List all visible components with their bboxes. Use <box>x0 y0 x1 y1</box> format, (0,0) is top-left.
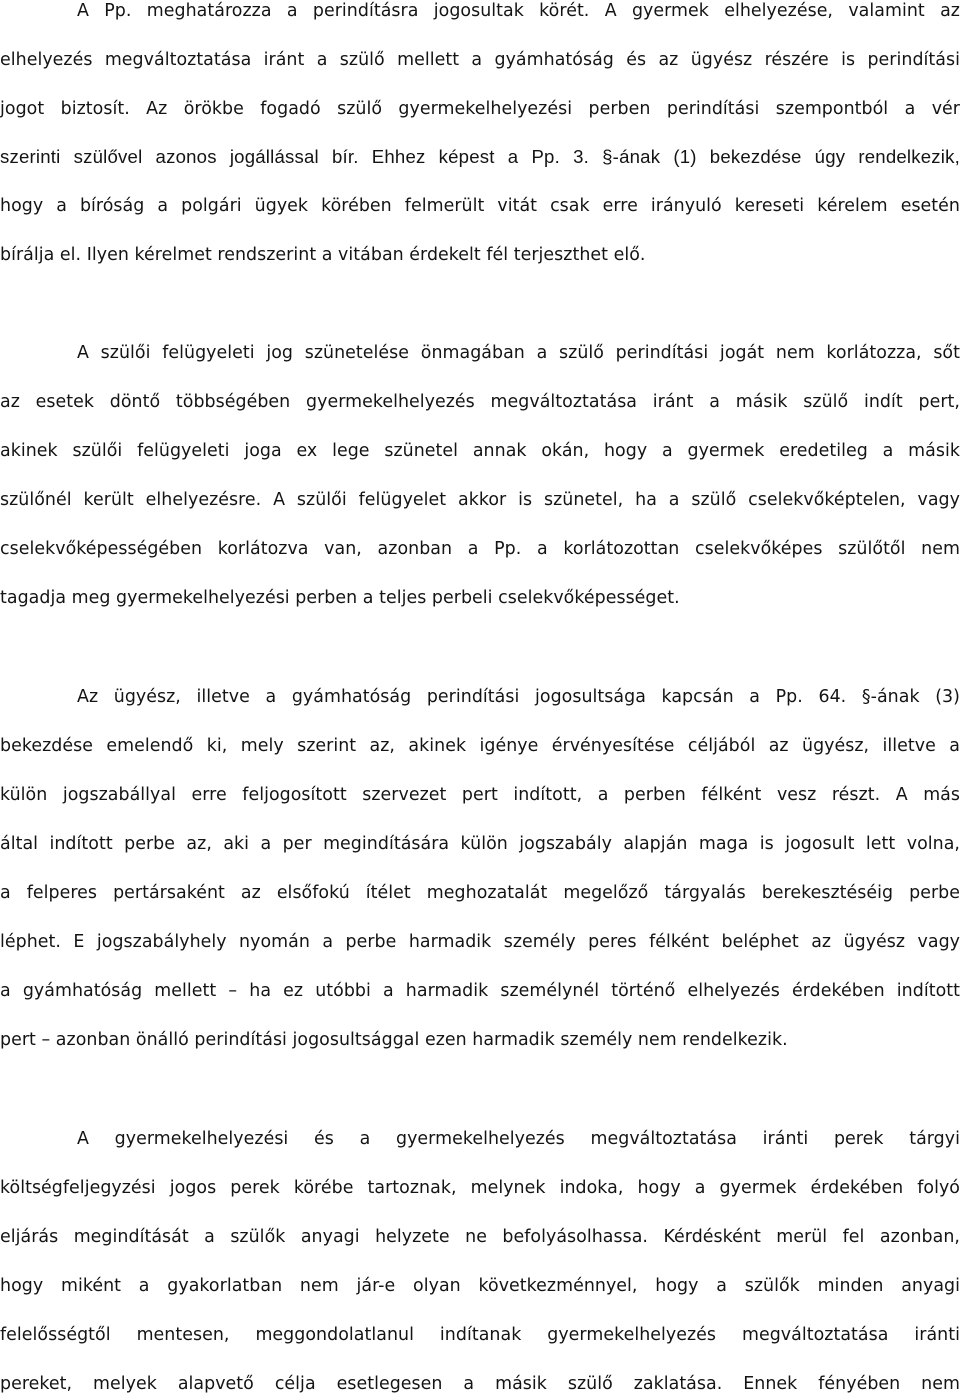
paragraph-4-line-6: pereket, melyek alapvető célja esetlegesen a másik szülő zaklatása. Ennek fényében nem <box>0 1374 960 1394</box>
paragraph-1-line-3: jogot biztosít. Az örökbe fogadó szülő gyermekelhelyezési perben perindítási szempontból a vér <box>0 99 960 119</box>
paragraph-2-line-1: A szülői felügyeleti jog szünetelése önmagában a szülő perindítási jogát nem korlátozza, sőt <box>77 343 960 363</box>
paragraph-2-line-3: akinek szülői felügyeleti joga ex lege szünetel annak okán, hogy a gyermek eredetileg a másik <box>0 441 960 461</box>
paragraph-1-line-6: bírálja el. Ilyen kérelmet rendszerint a vitában érdekelt fél terjeszthet elő. <box>0 245 646 265</box>
paragraph-1-line-2: elhelyezés megváltoztatása iránt a szülő mellett a gyámhatóság és az ügyész részére is perindítási <box>0 50 960 70</box>
paragraph-1-line-4: szerinti szülővel azonos jogállással bír. Ehhez képest a Pp. 3. §-ának (1) bekezdése úgy rendelkezik, <box>0 146 960 167</box>
paragraph-4-line-1: A gyermekelhelyezési és a gyermekelhelyezés megváltoztatása iránti perek tárgyi <box>77 1129 960 1149</box>
paragraph-2-line-5: cselekvőképességében korlátozva van, azonban a Pp. a korlátozottan cselekvőképes szülőtől nem <box>0 539 960 559</box>
paragraph-1-line-5: hogy a bíróság a polgári ügyek körében felmerült vitát csak erre irányuló kereseti kérelem esetén <box>0 196 960 216</box>
paragraph-3-line-3: külön jogszabállyal erre feljogosított szervezet pert indított, a perben félként vesz részt. A más <box>0 785 960 805</box>
paragraph-4-line-3: eljárás megindítását a szülők anyagi helyzete ne befolyásolhassa. Kérdésként merül fel azonban, <box>0 1227 960 1247</box>
paragraph-3-line-1: Az ügyész, illetve a gyámhatóság perindítási jogosultsága kapcsán a Pp. 64. §-ának (3) <box>77 687 960 707</box>
paragraph-3-line-7: a gyámhatóság mellett – ha ez utóbbi a harmadik személynél történő elhelyezés érdekében indított <box>0 981 960 1001</box>
paragraph-3-line-5: a felperes pertársaként az elsőfokú ítélet meghozatalát megelőző tárgyalás berekesztéséig perbe <box>0 883 960 903</box>
paragraph-4-line-4: hogy miként a gyakorlatban nem jár-e olyan következménnyel, hogy a szülők minden anyagi <box>0 1276 960 1296</box>
paragraph-2-line-6: tagadja meg gyermekelhelyezési perben a teljes perbeli cselekvőképességet. <box>0 588 680 608</box>
paragraph-4-line-5: felelősségtől mentesen, meggondolatlanul indítanak gyermekelhelyezés megváltoztatása iránti <box>0 1325 960 1345</box>
paragraph-2-line-4: szülőnél került elhelyezésre. A szülői felügyelet akkor is szünetel, ha a szülő cselekvőképtelen, vagy <box>0 490 960 510</box>
paragraph-4-line-2: költségfeljegyzési jogos perek körébe tartoznak, melynek indoka, hogy a gyermek érdekében folyó <box>0 1178 960 1198</box>
paragraph-3-line-8: pert – azonban önálló perindítási jogosultsággal ezen harmadik személy nem rendelkezik. <box>0 1030 788 1050</box>
paragraph-3-line-2: bekezdése emelendő ki, mely szerint az, akinek igénye érvényesítése céljából az ügyész, illetve a <box>0 736 960 756</box>
paragraph-3-line-4: által indított perbe az, aki a per megindítására külön jogszabály alapján maga is jogosult lett volna, <box>0 834 960 854</box>
paragraph-3-line-6: léphet. E jogszabályhely nyomán a perbe harmadik személy peres félként beléphet az ügyész vagy <box>0 932 960 952</box>
paragraph-1-line-1: A Pp. meghatározza a perindításra jogosultak körét. A gyermek elhelyezése, valamint az <box>77 1 960 21</box>
paragraph-2-line-2: az esetek döntő többségében gyermekelhelyezés megváltoztatása iránt a másik szülő indít pert, <box>0 392 960 412</box>
